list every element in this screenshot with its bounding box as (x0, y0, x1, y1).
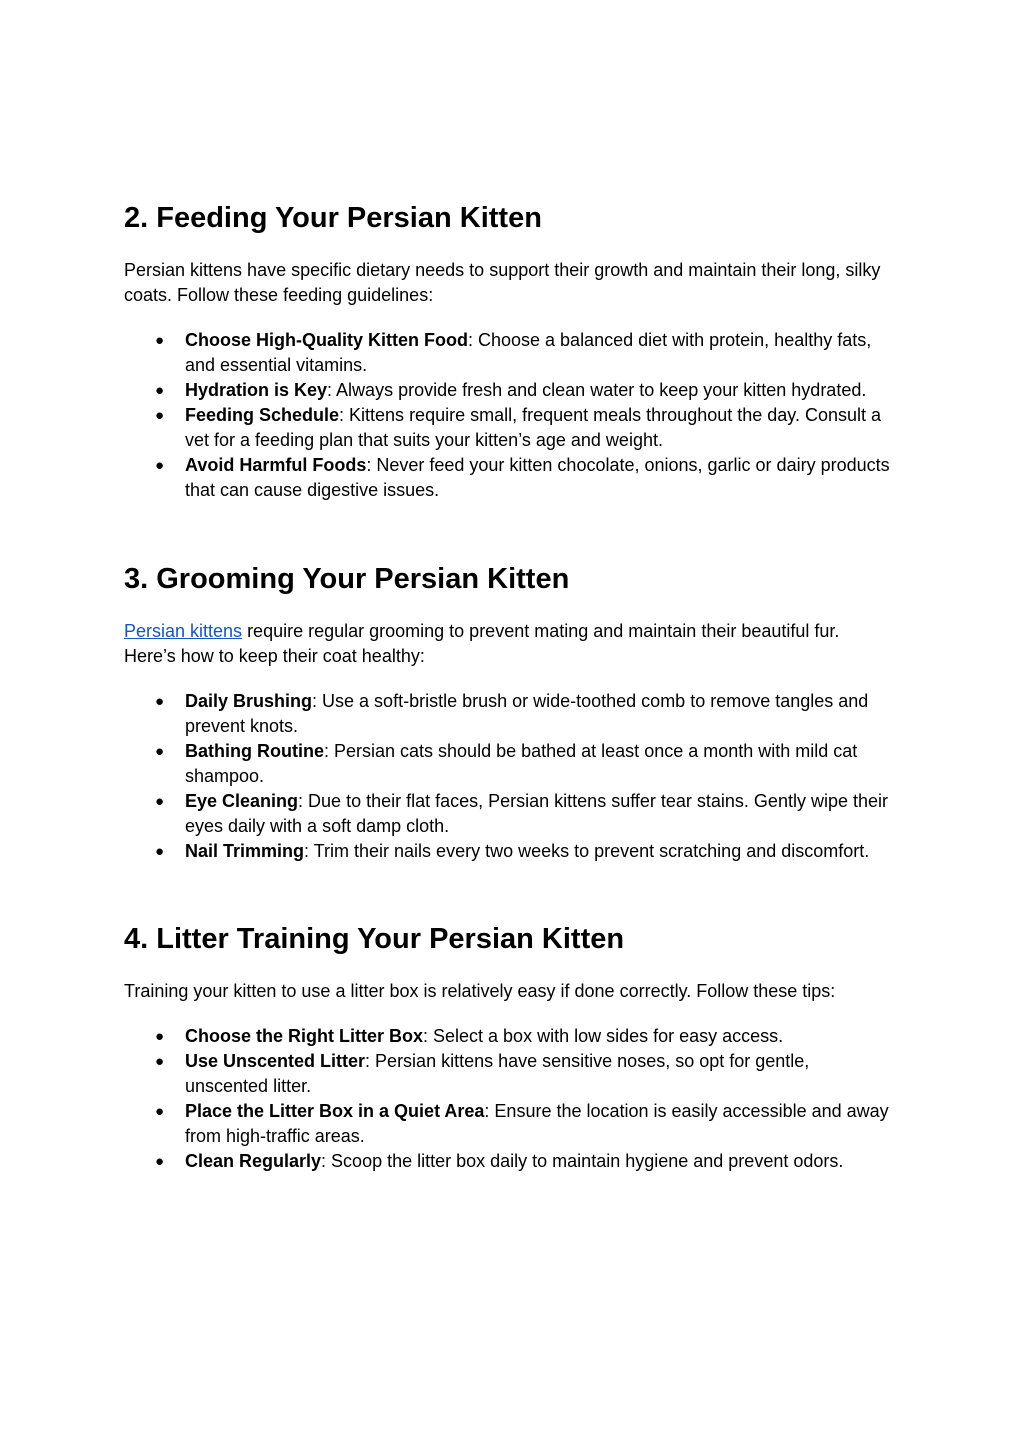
bullet-icon: ● (155, 407, 165, 424)
section-grooming (124, 561, 896, 864)
item-term: Use Unscented Litter (185, 1051, 366, 1071)
section-feeding (124, 200, 896, 503)
bullet-icon: ● (155, 1153, 165, 1170)
item-text: : Use a soft-bristle brush or wide-toothed comb to remove tangles and prevent knots. (185, 691, 869, 736)
bullet-list (124, 689, 896, 864)
bullet-list (124, 1024, 896, 1174)
item-term: Choose High-Quality Kitten Food (185, 330, 468, 350)
section-intro: Training your kitten to use a litter box is relatively easy if done correctly. Follow these tips: (124, 981, 836, 1001)
item-text: : Scoop the litter box daily to maintain hygiene and prevent odors. (321, 1151, 844, 1171)
list-item (124, 378, 896, 403)
item-text: : Never feed your kitten chocolate, onions, garlic or dairy products that can cause digestive issues. (185, 455, 890, 500)
section-intro: Persian kittens have specific dietary needs to support their growth and maintain their long, silky coats. Follow these feeding guidelines: (124, 260, 881, 305)
section-heading: 4. Litter Training Your Persian Kitten (124, 923, 625, 955)
persian-kittens-link[interactable]: Persian kittens (124, 621, 243, 641)
bullet-icon: ● (155, 843, 165, 860)
list-item (124, 1099, 896, 1149)
item-term: Bathing Routine (185, 741, 324, 761)
bullet-icon: ● (155, 693, 165, 710)
list-item (124, 403, 896, 453)
item-term: Eye Cleaning (185, 791, 299, 811)
item-text: : Persian cats should be bathed at least once a month with mild cat shampoo. (185, 741, 858, 786)
list-item (124, 453, 896, 503)
item-term: Feeding Schedule (185, 405, 340, 425)
item-term: Clean Regularly (185, 1151, 322, 1171)
list-item (124, 1024, 896, 1049)
section-litter-training (124, 921, 896, 1174)
bullet-icon: ● (155, 1053, 165, 1070)
list-item (124, 839, 896, 864)
section-heading: 3. Grooming Your Persian Kitten (124, 563, 570, 595)
list-item (124, 689, 896, 739)
item-text: : Choose a balanced diet with protein, healthy fats, and essential vitamins. (185, 330, 872, 375)
item-text: : Trim their nails every two weeks to prevent scratching and discomfort. (304, 841, 870, 861)
list-item (124, 739, 896, 789)
bullet-list (124, 328, 896, 503)
item-term: Avoid Harmful Foods (185, 455, 367, 475)
bullet-icon: ● (155, 743, 165, 760)
item-term: Hydration is Key (185, 380, 328, 400)
item-term: Place the Litter Box in a Quiet Area (185, 1101, 485, 1121)
list-item (124, 328, 896, 378)
item-term: Daily Brushing (185, 691, 313, 711)
section-heading: 2. Feeding Your Persian Kitten (124, 202, 542, 234)
list-item (124, 1049, 896, 1099)
item-text: : Select a box with low sides for easy access. (423, 1026, 784, 1046)
list-item (124, 789, 896, 839)
bullet-icon: ● (155, 1103, 165, 1120)
bullet-icon: ● (155, 793, 165, 810)
list-item (124, 1149, 896, 1174)
item-text: : Ensure the location is easily accessible and away from high-traffic areas. (185, 1101, 889, 1146)
intro-text: require regular grooming to prevent mating and maintain their beautiful fur. Here’s how to keep their coat healthy: (124, 621, 840, 666)
item-term: Nail Trimming (185, 841, 305, 861)
bullet-icon: ● (155, 457, 165, 474)
section-intro (124, 619, 896, 669)
bullet-icon: ● (155, 1028, 165, 1045)
item-text: : Persian kittens have sensitive noses, so opt for gentle, unscented litter. (185, 1051, 810, 1096)
item-term: Choose the Right Litter Box (185, 1026, 423, 1046)
bullet-icon: ● (155, 332, 165, 349)
item-text: : Always provide fresh and clean water to keep your kitten hydrated. (327, 380, 867, 400)
bullet-icon: ● (155, 382, 165, 399)
item-text: : Kittens require small, frequent meals throughout the day. Consult a vet for a feeding plan that suits your kitten’s age and weight. (185, 405, 881, 450)
item-text: : Due to their flat faces, Persian kittens suffer tear stains. Gently wipe their eyes daily with a soft damp cloth. (185, 791, 888, 836)
